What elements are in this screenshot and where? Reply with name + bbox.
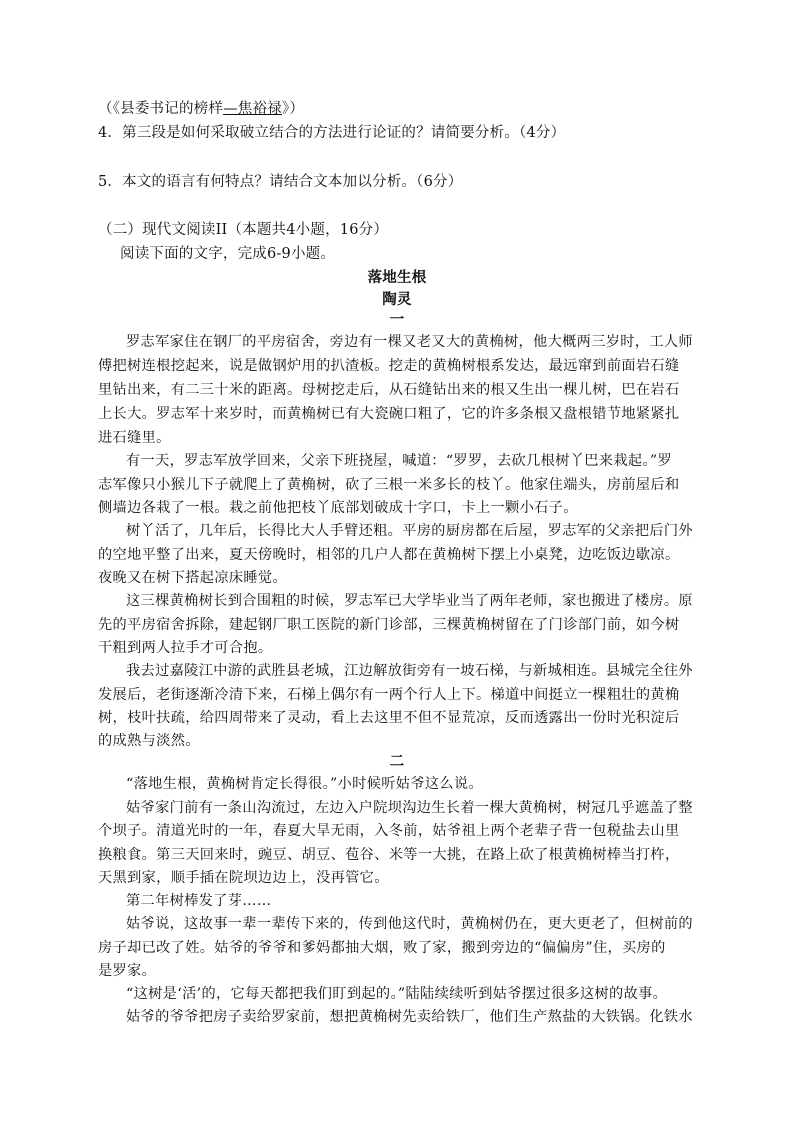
paragraph-line: “这树是‘活’的，它每天都把我们盯到起的。”陆陆续续听到姑爷摆过很多这树的故事。 [126,986,668,1002]
paragraph-line: 发展后，老街逐渐冷清下来，石梯上偶尔有一两个行人上下。梯道中间挺立一棵粗壮的黄桷 [98,687,680,703]
paragraph-line: 志军像只小猴儿下子就爬上了黄桷树，砍了三根一米多长的枝丫。他家住端头，房前屋后和 [98,477,680,493]
paragraph-line: 傅把树连根挖起来，说是做钢炉用的扒渣板。挖走的黄桷树根系发达，最远窜到前面岩石缝 [98,358,680,374]
paragraph-line: 夜晚又在树下搭起凉床睡觉。 [98,570,287,586]
article-author: 陶灵 [382,291,412,308]
reading-instruction: 阅读下面的文字，完成6-9小题。 [120,246,336,262]
paragraph-line: 有一天，罗志军放学回来，父亲下班挠屋，喊道：“罗罗，去砍几根树丫巴来栽起。”罗 [126,453,672,469]
paragraph-line: 侧墙边各栽了一根。栽之前他把枝丫底部划破成十字口，卡上一颗小石子。 [98,500,578,516]
paragraph-line: 进石缝里。 [98,430,171,446]
paragraph-line: 先的平房宿舍拆除，建起钢厂职工医院的新门诊部，三棵黄桷树留在了门诊部门前，如今树 [98,617,680,633]
question-4: 4．第三段是如何采取破立结合的方法进行论证的？请简要分析。（4分） [98,125,566,141]
paragraph-line: 树丫活了，几年后，长得比大人手臂还粗。平房的厨房都在后屋，罗志军的父亲把后门外 [126,523,693,539]
paragraph-line: 房子却已改了姓。姑爷的爷爷和爹妈都抽大烟，败了家，搬到旁边的“偏偏房”住，买房的 [98,940,666,956]
paragraph-line: 姑爷的爷爷把房子卖给罗家前，想把黄桷树先卖给铁厂，他们生产熬盐的大铁锅。化铁水 [126,1009,693,1025]
paragraph-line: 干粗到两人拉手才可合抱。 [98,640,273,656]
section-header: （二）现代文阅读II（本题共4小题，16分） [98,222,389,238]
paragraph-line: 天黑到家，顺手插在院坝边边上，没再管它。 [98,870,389,886]
paragraph-line: 这三棵黄桷树长到合围粗的时候，罗志军已大学毕业当了两年老师，家也搬进了楼房。原 [126,593,693,609]
paragraph-line: 第二年树棒发了芽…… [126,893,272,909]
citation-suffix: 》） [281,101,305,117]
paragraph-line: 的成熟与淡然。 [98,733,200,749]
part-two-marker: 二 [389,753,405,770]
paragraph-line: 个坝子。清道光时的一年，春夏大旱无雨，入冬前，姑爷祖上两个老辈子背一包税盐去山里 [98,823,680,839]
paragraph-line: 姑爷家门前有一条山沟流过，左边入户院坝沟边生长着一棵大黄桷树，树冠几乎遮盖了整 [126,800,693,816]
paragraph-line: 姑爷说，这故事一辈一辈传下来的，传到他这代时，黄桷树仍在，更大更老了，但树前的 [126,916,693,932]
paragraph-line: 里钻出来，有二三十米的距离。母树挖走后，从石缝钻出来的根又生出一棵儿树，巴在岩石 [98,382,680,398]
citation-underlined: —焦裕禄 [223,101,282,117]
question-5: 5．本文的语言有何特点？请结合文本加以分析。（6分） [98,174,463,190]
article-title: 落地生根 [367,269,427,286]
part-one-marker: 一 [389,311,405,328]
paragraph-line: “落地生根，黄桷树肯定长得很。”小时候听姑爷这么说。 [126,776,484,792]
paragraph-line: 上长大。罗志军十来岁时，而黄桷树已有大瓷碗口粗了，它的许多条根又盘根错节地紧紧扎 [98,406,680,422]
paragraph-line: 换粮食。第三天回来时，豌豆、胡豆、苞谷、米等一大挑，在路上砍了根黄桷树棒当打杵， [98,847,680,863]
citation-prefix: （《县委书记的榜样 [98,101,224,117]
paragraph-line: 我去过嘉陵江中游的武胜县老城，江边解放街旁有一坡石梯，与新城相连。县城完全往外 [126,663,693,679]
paragraph-line: 罗志军家住在钢厂的平房宿舍，旁边有一棵又老又大的黄桷树，他大概两三岁时，工人师 [126,334,693,350]
paragraph-line: 是罗家。 [98,963,157,979]
source-citation [98,99,698,119]
paragraph-line: 的空地平整了出来，夏天傍晚时，相邻的几户人都在黄桷树下摆上小桌凳，边吃饭边歇凉。 [98,547,680,563]
paragraph-line: 树，枝叶扶疏，给四周带来了灵动，看上去这里不但不显荒凉，反而透露出一份时光积淀后 [98,710,680,726]
